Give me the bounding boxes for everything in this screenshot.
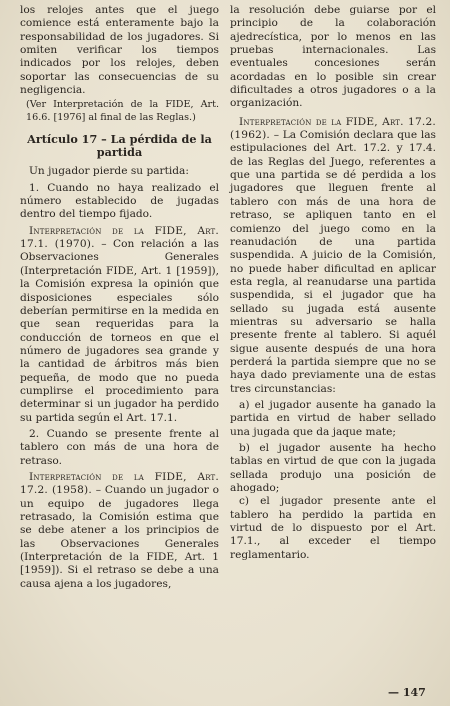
circumstance-c: c) el jugador presente ante el tablero ha perdido la partida en virtud de lo dispuesto por el Art. 17.1., al exceder el tiempo reglamentario. <box>230 495 436 561</box>
fide-interpretation-17-2-1962 <box>230 116 436 396</box>
article-heading: Artículo 17 – La pérdida de la partida <box>27 132 212 160</box>
paragraph-continuation: los relojes antes que el juego comience está enteramente bajo la responsabilidad de los jugadores. Si omiten verificar los tiempos indicados por los relojes, deben soportar las consecuencias de su negligencia. <box>20 4 219 97</box>
rule-item-1: 1. Cuando no haya realizado el número establecido de jugadas dentro del tiempo fijado. <box>20 181 219 221</box>
interpretation-label: Interpretación de la FIDE, Art. 17.1. (1970). <box>20 224 219 251</box>
interpretation-text: – Cuando un jugador o un equipo de jugadores llega retrasado, la Comisión estima que se debe atener a los principios de las Observaciones Generales (Interpretación de la FIDE, Art. 1 [1959]). Si el retraso se debe a una causa ajena a los jugadores, <box>20 484 219 590</box>
circumstance-a: a) el jugador ausente ha ganado la partida en virtud de haber sellado una jugada que da jaque mate; <box>230 398 436 438</box>
right-column <box>230 4 436 562</box>
interpretation-label: Interpretación de la FIDE, Art. 17.2. (1958). <box>20 470 219 497</box>
fide-interpretation-17-2-1958 <box>20 471 219 591</box>
left-column <box>20 4 219 591</box>
paragraph-continuation: la resolución debe guiarse por el principio de la colaboración ajedrecística, por lo menos en las pruebas internacionales. Las eventuales concesiones serán acordadas en lo posible sin crear dificultades a otros jugadores o a la organización. <box>230 4 436 110</box>
interpretation-text: – La Comisión declara que las estipulaciones del Art. 17.2. y 17.4. de las Reglas del Juego, referentes a que una partida se dé perdida a los jugadores que lleguen frente al tablero con más de una hora de retraso, se apliquen tanto en el comienzo del juego como en la reanudación de una partida suspendida. A juicio de la Comisión, no puede haber dificultad en aplicar esta regla, al reanudarse una partida suspendida, si el jugador que ha sellado su jugada está ausente mientras su adversario se halla presente frente al tablero. Si aquél sigue ausente después de una hora perderá la partida siempre que no se haya dado previamente una de estas tres circunstancias: <box>230 129 436 395</box>
circumstance-b: b) el jugador ausente ha hecho tablas en virtud de que con la jugada sellada produjo una posición de ahogado; <box>230 442 436 495</box>
article-intro: Un jugador pierde su partida: <box>29 165 189 178</box>
reference-note: (Ver Interpretación de la FIDE, Art. 16.6. [1976] al final de las Reglas.) <box>26 99 219 123</box>
interpretation-text: – Con relación a las Observaciones Generales (Interpretación FIDE, Art. 1 [1959]), la Comisión expresa la opinión que disposiciones especiales sólo deberían permitirse en la medida en que sean requeridas para la conducción de torneos en que el número de jugadores sea grande y la cantidad de árbitros más bien pequeña, de modo que no pueda cumplirse el procedimiento para determinar si un jugador ha perdido su partida según el Art. 17.1. <box>20 238 219 424</box>
interpretation-label: Interpretación de la FIDE, Art. 17.2. (1962). <box>230 115 436 142</box>
fide-interpretation-17-1-1970 <box>20 225 219 425</box>
page-number: — 147 <box>388 686 426 699</box>
rule-item-2: 2. Cuando se presente frente al tablero con más de una hora de retraso. <box>20 427 219 467</box>
